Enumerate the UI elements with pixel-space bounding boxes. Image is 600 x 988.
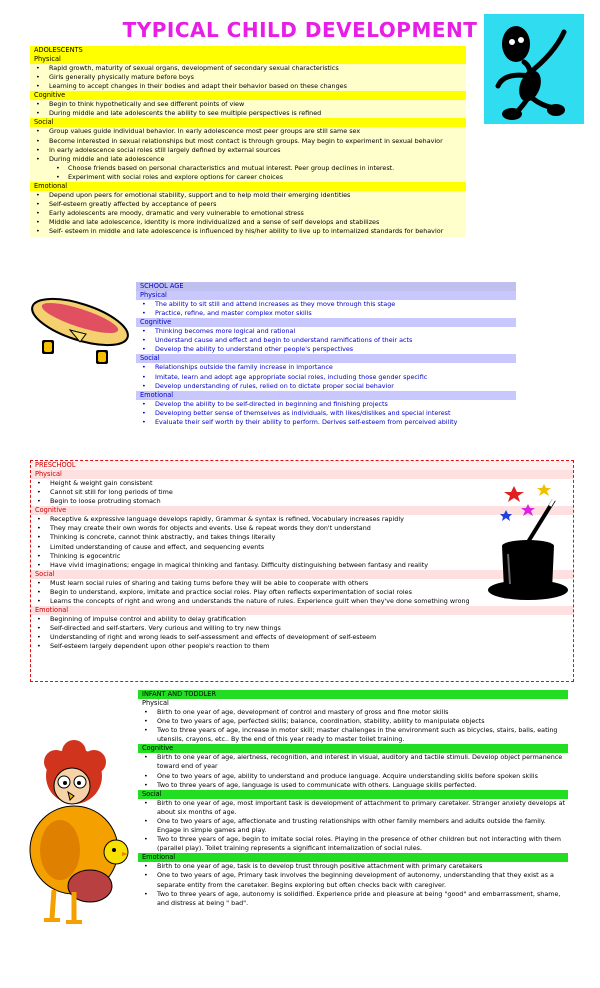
list-item: • Thinking is concrete, cannot think abstractly, and takes things literally — [31, 533, 573, 542]
list-item: • Receptive & expressive language develops rapidly, Grammar & syntax is refined, Vocabulary increases rapidly — [31, 515, 573, 524]
list-item: • Depend upon peers for emotional stability, support and to help mold their emerging identities — [30, 191, 466, 200]
list-item: • Two to three years of age, language is used to communicate with others. Language skills perfected. — [138, 781, 568, 790]
list-item: • In early adolescence social roles still largely defined by external sources — [30, 146, 466, 155]
list-item: • Developing better sense of themselves as individuals, with likes/dislikes and special interest — [136, 409, 516, 418]
list-subitem: • Choose friends based on personal characteristics and mutual interest. Peer group declines in interest. — [30, 164, 466, 173]
skateboard-icon — [26, 292, 134, 372]
list-item: • Two to three years of age, begin to imitate social roles. Playing in the presence of other children but not interacting with them (parallel play). Toilet training represents a significant internalization of social rules. — [138, 835, 568, 853]
list-item: • Self-esteem greatly affected by acceptance of peers — [30, 200, 466, 209]
infant-social-label: Social — [138, 790, 568, 799]
list-item: • Understand cause and effect and begin to understand ramifications of their acts — [136, 336, 516, 345]
list-item: • Self- esteem in middle and late adolescence is influenced by his/her ability to live up to internalized standards for behavior — [30, 227, 466, 236]
grandma-chicken-icon — [24, 740, 136, 930]
list-item: • Become interested in sexual relationships but most contact is through groups. May begin to experiment in sexual behavior — [30, 137, 466, 146]
school-heading: SCHOOL AGE — [136, 282, 516, 291]
list-item: • Have vivid imaginations; engage in magical thinking and fantasy. Difficulty distinguishing between fantasy and reality — [31, 561, 573, 570]
list-item: • Early adolescents are moody, dramatic and very vulnerable to emotional stress — [30, 209, 466, 218]
preschool-social-label: Social — [31, 570, 573, 579]
list-item: • Girls generally physically mature before boys — [30, 73, 466, 82]
dancing-figure-icon — [484, 14, 584, 124]
infant-cognitive-label: Cognitive — [138, 744, 568, 753]
list-item: • During middle and late adolescents the ability to see multiple perspectives is refined — [30, 109, 466, 118]
list-item: • One to two years of age, affectionate and trusting relationships with other family members and adults outside the family. Engage in simple games and play. — [138, 817, 568, 835]
list-item: • Self-esteem largely dependent upon other people's reaction to them — [31, 642, 573, 651]
preschool-emotional-label: Emotional — [31, 606, 573, 615]
list-item: • Cannot sit still for long periods of time — [31, 488, 573, 497]
infant-emotional-label: Emotional — [138, 853, 568, 862]
list-item: • Birth to one year of age, development of control and mastery of gross and fine motor skills — [138, 708, 568, 717]
adolescents-heading: ADOLESCENTS — [30, 46, 466, 55]
list-item: • One to two years of age, Primary task involves the beginning development of autonomy, understanding that they exist as a separate entity from the caretaker. Begins exploring but often checks back with caregiver. — [138, 871, 568, 889]
list-item: • Self-directed and self-starters. Very curious and willing to try new things — [31, 624, 573, 633]
list-item: • Relationships outside the family increase in importance — [136, 363, 516, 372]
list-item: • Develop understanding of rules, relied on to dictate proper social behavior — [136, 382, 516, 391]
list-item: • One to two years of age, perfected skills; balance, coordination, stability, ability to manipulate objects — [138, 717, 568, 726]
list-item: • Middle and late adolescence, identity is more individualized and a sense of self develops and stabilizes — [30, 218, 466, 227]
magic-hat-icon — [484, 480, 572, 604]
infant-heading: INFANT AND TODDLER — [138, 690, 568, 699]
list-item: • Understanding of right and wrong leads to self-assessment and effects of development of self-esteem — [31, 633, 573, 642]
list-item: • Learning to accept changes in their bodies and adapt their behavior based on these changes — [30, 82, 466, 91]
list-item: • During middle and late adolescence — [30, 155, 466, 164]
list-item: • Birth to one year of age, most important task is development of attachment to primary caretaker. Stranger anxiety develops at about six months of age. — [138, 799, 568, 817]
list-item: • Birth to one year of age, task is to develop trust through positive attachment with primary caretakers — [138, 862, 568, 871]
list-item: • Must learn social rules of sharing and taking turns before they will be able to cooperate with others — [31, 579, 573, 588]
page-title: TYPICAL CHILD DEVELOPMENT — [122, 18, 478, 42]
list-item: • Begin to understand, explore, imitate and practice social roles. Play often reflects experimentation of social roles — [31, 588, 573, 597]
list-item: • Two to three years of age, autonomy is solidified. Experience pride and pleasure at being "good" and embarrassment, shame, and distress at being " bad". — [138, 890, 568, 908]
list-item: • Beginning of impulse control and ability to delay gratification — [31, 615, 573, 624]
list-item: • Birth to one year of age, alertness, recognition, and interest in visual, auditory and tactile stimuli. Develop object permanence toward end of year — [138, 753, 568, 771]
adolescents-cognitive-label: Cognitive — [30, 91, 466, 100]
list-item: • Limited understanding of cause and effect, and sequencing events — [31, 543, 573, 552]
adolescents-social-label: Social — [30, 118, 466, 127]
list-item: • Imitate, learn and adopt age appropriate social roles, including those gender specific — [136, 373, 516, 382]
infant-toddler-section — [138, 690, 568, 908]
list-item: • Begin to think hypothetically and see different points of view — [30, 100, 466, 109]
list-item: • Two to three years of age, increase in motor skill; master challenges in the environment such as bicycles, stairs, balls, eating utensils, crayons, etc.. By the end of this year ready to master toilet training. — [138, 726, 568, 744]
list-item: • Develop the ability to understand other people's perspectives — [136, 345, 516, 354]
list-subitem: • Experiment with social roles and explore options for career choices — [30, 173, 466, 182]
school-physical-label: Physical — [136, 291, 516, 300]
list-item: • Practice, refine, and master complex motor skills — [136, 309, 516, 318]
list-item: • Height & weight gain consistent — [31, 479, 573, 488]
school-social-label: Social — [136, 354, 516, 363]
list-item: • Group values guide individual behavior. In early adolescence most peer groups are still same sex — [30, 127, 466, 136]
list-item: • The ability to sit still and attend increases as they move through this stage — [136, 300, 516, 309]
list-item: • Develop the ability to be self-directed in beginning and finishing projects — [136, 400, 516, 409]
list-item: • Rapid growth, maturity of sexual organs, development of secondary sexual characteristics — [30, 64, 466, 73]
adolescents-emotional-label: Emotional — [30, 182, 466, 191]
school-cognitive-label: Cognitive — [136, 318, 516, 327]
list-item: • One to two years of age, ability to understand and produce language. Acquire understanding skills before spoken skills — [138, 772, 568, 781]
school-emotional-label: Emotional — [136, 391, 516, 400]
list-item: • Evaluate their self worth by their ability to perform. Derives self-esteem from perceived ability — [136, 418, 516, 427]
preschool-cognitive-label: Cognitive — [31, 506, 573, 515]
list-item: • Thinking becomes more logical and rational — [136, 327, 516, 336]
list-item: • They may create their own words for objects and events. Use & repeat words they don't understand — [31, 524, 573, 533]
infant-physical-label: Physical — [138, 699, 568, 708]
adolescents-physical-label: Physical — [30, 55, 466, 64]
adolescents-section — [30, 46, 466, 237]
list-item: • Begin to loose protruding stomach — [31, 497, 573, 506]
preschool-physical-label: Physical — [31, 470, 573, 479]
list-item: • Thinking is egocentric — [31, 552, 573, 561]
preschool-heading: PRESCHOOL — [31, 461, 573, 470]
list-item: • Learns the concepts of right and wrong and understands the nature of rules. Experience guilt when they've done something wrong — [31, 597, 573, 606]
school-age-section — [136, 282, 516, 427]
